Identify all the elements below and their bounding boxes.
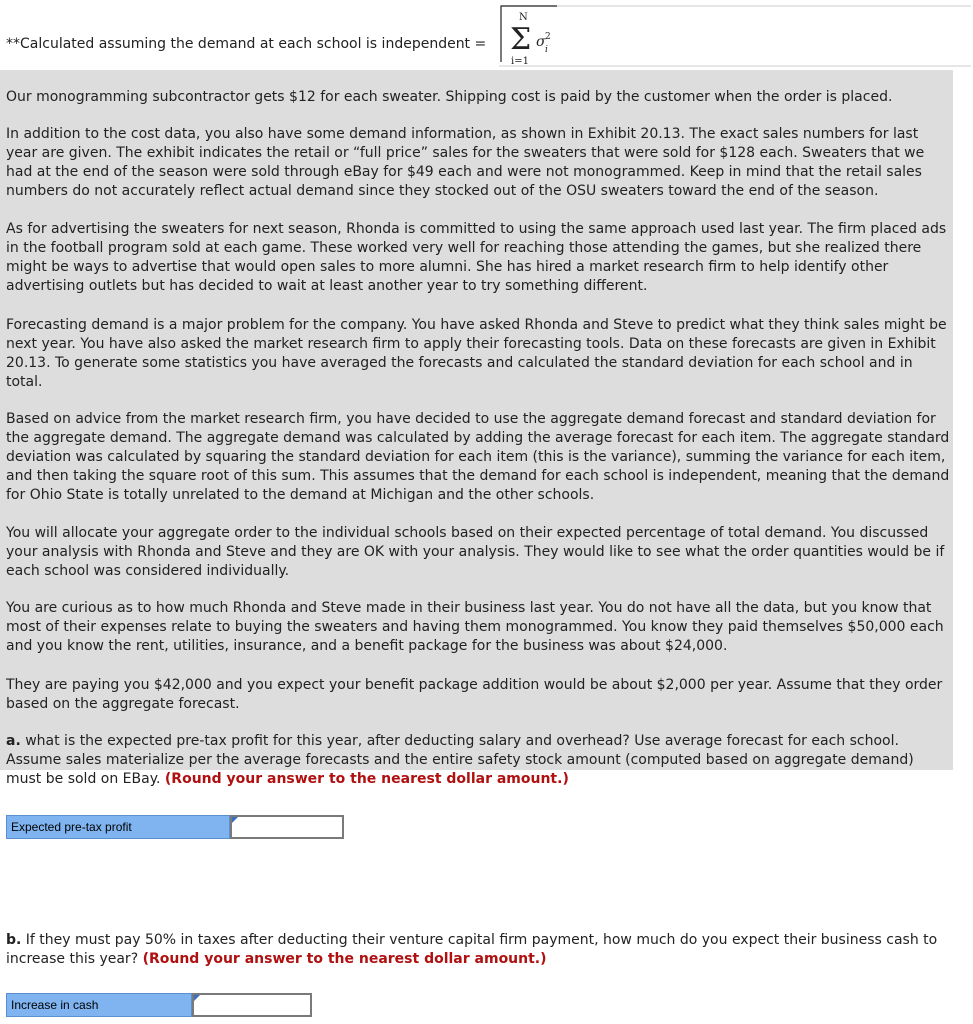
answer-row-pretax-profit [6,815,341,839]
paragraph-forecasting: Forecasting demand is a major problem for the company. You have asked Rhonda and Steve to predict what they think sales might be next year. You have also asked the market research firm to apply their forecasting tools. Data on these forecasts are given in Exhibit 20.13. To generate some statistics you have averaged the forecasts and calculated the standard deviation for each school and in total. [6,317,947,390]
question-a-hint: (Round your answer to the nearest dollar amount.) [164,771,569,787]
answer-row-increase-cash [6,993,310,1017]
sigma-term: σ [536,34,546,50]
input-marker-icon [232,817,238,823]
answer-label-pretax-profit: Expected pre-tax profit [6,815,230,839]
increase-cash-input[interactable] [192,993,312,1017]
question-a [6,732,952,789]
question-a-text: what is the expected pre-tax profit for this year, after deducting salary and overhead? Use average forecast for each school. Assume sales materialize per the average forecasts and the entire safety stock amount (computed based on aggregate demand) must be sold on EBay. [6,733,914,787]
radical-line [501,6,505,62]
pretax-profit-input[interactable] [230,815,344,839]
sigma-subscript: i [545,45,548,55]
question-a-label: a. [6,733,21,749]
paragraph-aggregate: Based on advice from the market research firm, you have decided to use the aggregate demand forecast and standard deviation for the aggregate demand. The aggregate demand was calculated by adding the average forecast for each item. The aggregate standard deviation was calculated by squaring the standard deviation for each item (this is the variance), summing the variance for each item, and then taking the square root of this sum. This assumes that the demand for each school is independent, meaning that the demand for Ohio State is totally unrelated to the demand at Michigan and the other schools. [6,411,950,503]
formula-image [499,2,971,68]
sqrt-sum-formula [499,2,971,68]
question-b [6,931,952,969]
paragraph-salary: They are paying you $42,000 and you expect your benefit package addition would be about $2,000 per year. Assume that they order based on the aggregate forecast. [6,677,943,712]
formula-row [0,0,973,70]
question-b-hint: (Round your answer to the nearest dollar amount.) [142,951,547,967]
sigma-sum-symbol: Σ [510,22,532,57]
paragraph-advertising: As for advertising the sweaters for next season, Rhonda is committed to using the same approach used last year. The firm placed ads in the football program sold at each game. These worked very well for reaching those attending the games, but she realized there might be ways to advertise that would open sales to more alumni. She has hired a market research firm to help identify other advertising outlets but has decided to wait at least another year to try something different. [6,221,947,294]
paragraph-allocation: You will allocate your aggregate order to the individual schools based on their expected percentage of total demand. You discussed your analysis with Rhonda and Steve and they are OK with your analysis. They would like to see what the order quantities would be if each school was considered individually. [6,525,945,579]
formula-note: **Calculated assuming the demand at each school is independent = [6,36,487,52]
sum-lower-limit: i=1 [511,56,529,67]
answer-label-increase-cash: Increase in cash [6,993,192,1017]
question-b-text: If they must pay 50% in taxes after deducting their venture capital firm payment, how much do you expect their business cash to increase this year? [6,932,938,967]
paragraph-expenses: You are curious as to how much Rhonda and Steve made in their business last year. You do not have all the data, but you know that most of their expenses relate to buying the sweaters and having them monogrammed. You know they paid themselves $50,000 each and you know the rent, utilities, insurance, and a benefit package for the business was about $24,000. [6,600,944,654]
sum-upper-limit: N [519,12,528,23]
input-marker-icon [194,995,200,1001]
paragraph-monogramming: Our monogramming subcontractor gets $12 for each sweater. Shipping cost is paid by the customer when the order is placed. [6,89,893,105]
question-b-label: b. [6,932,22,948]
paragraph-demand-info: In addition to the cost data, you also have some demand information, as shown in Exhibit 20.13. The exact sales numbers for last year are given. The exhibit indicates the retail or “full price” sales for the sweaters that were sold for $128 each. Sweaters that we had at the end of the season were sold through eBay for $49 each and were not monogrammed. Keep in mind that the retail sales numbers do not accurately reflect actual demand since they stocked out of the OSU sweaters toward the end of the season. [6,126,925,199]
sigma-superscript: 2 [545,32,551,42]
